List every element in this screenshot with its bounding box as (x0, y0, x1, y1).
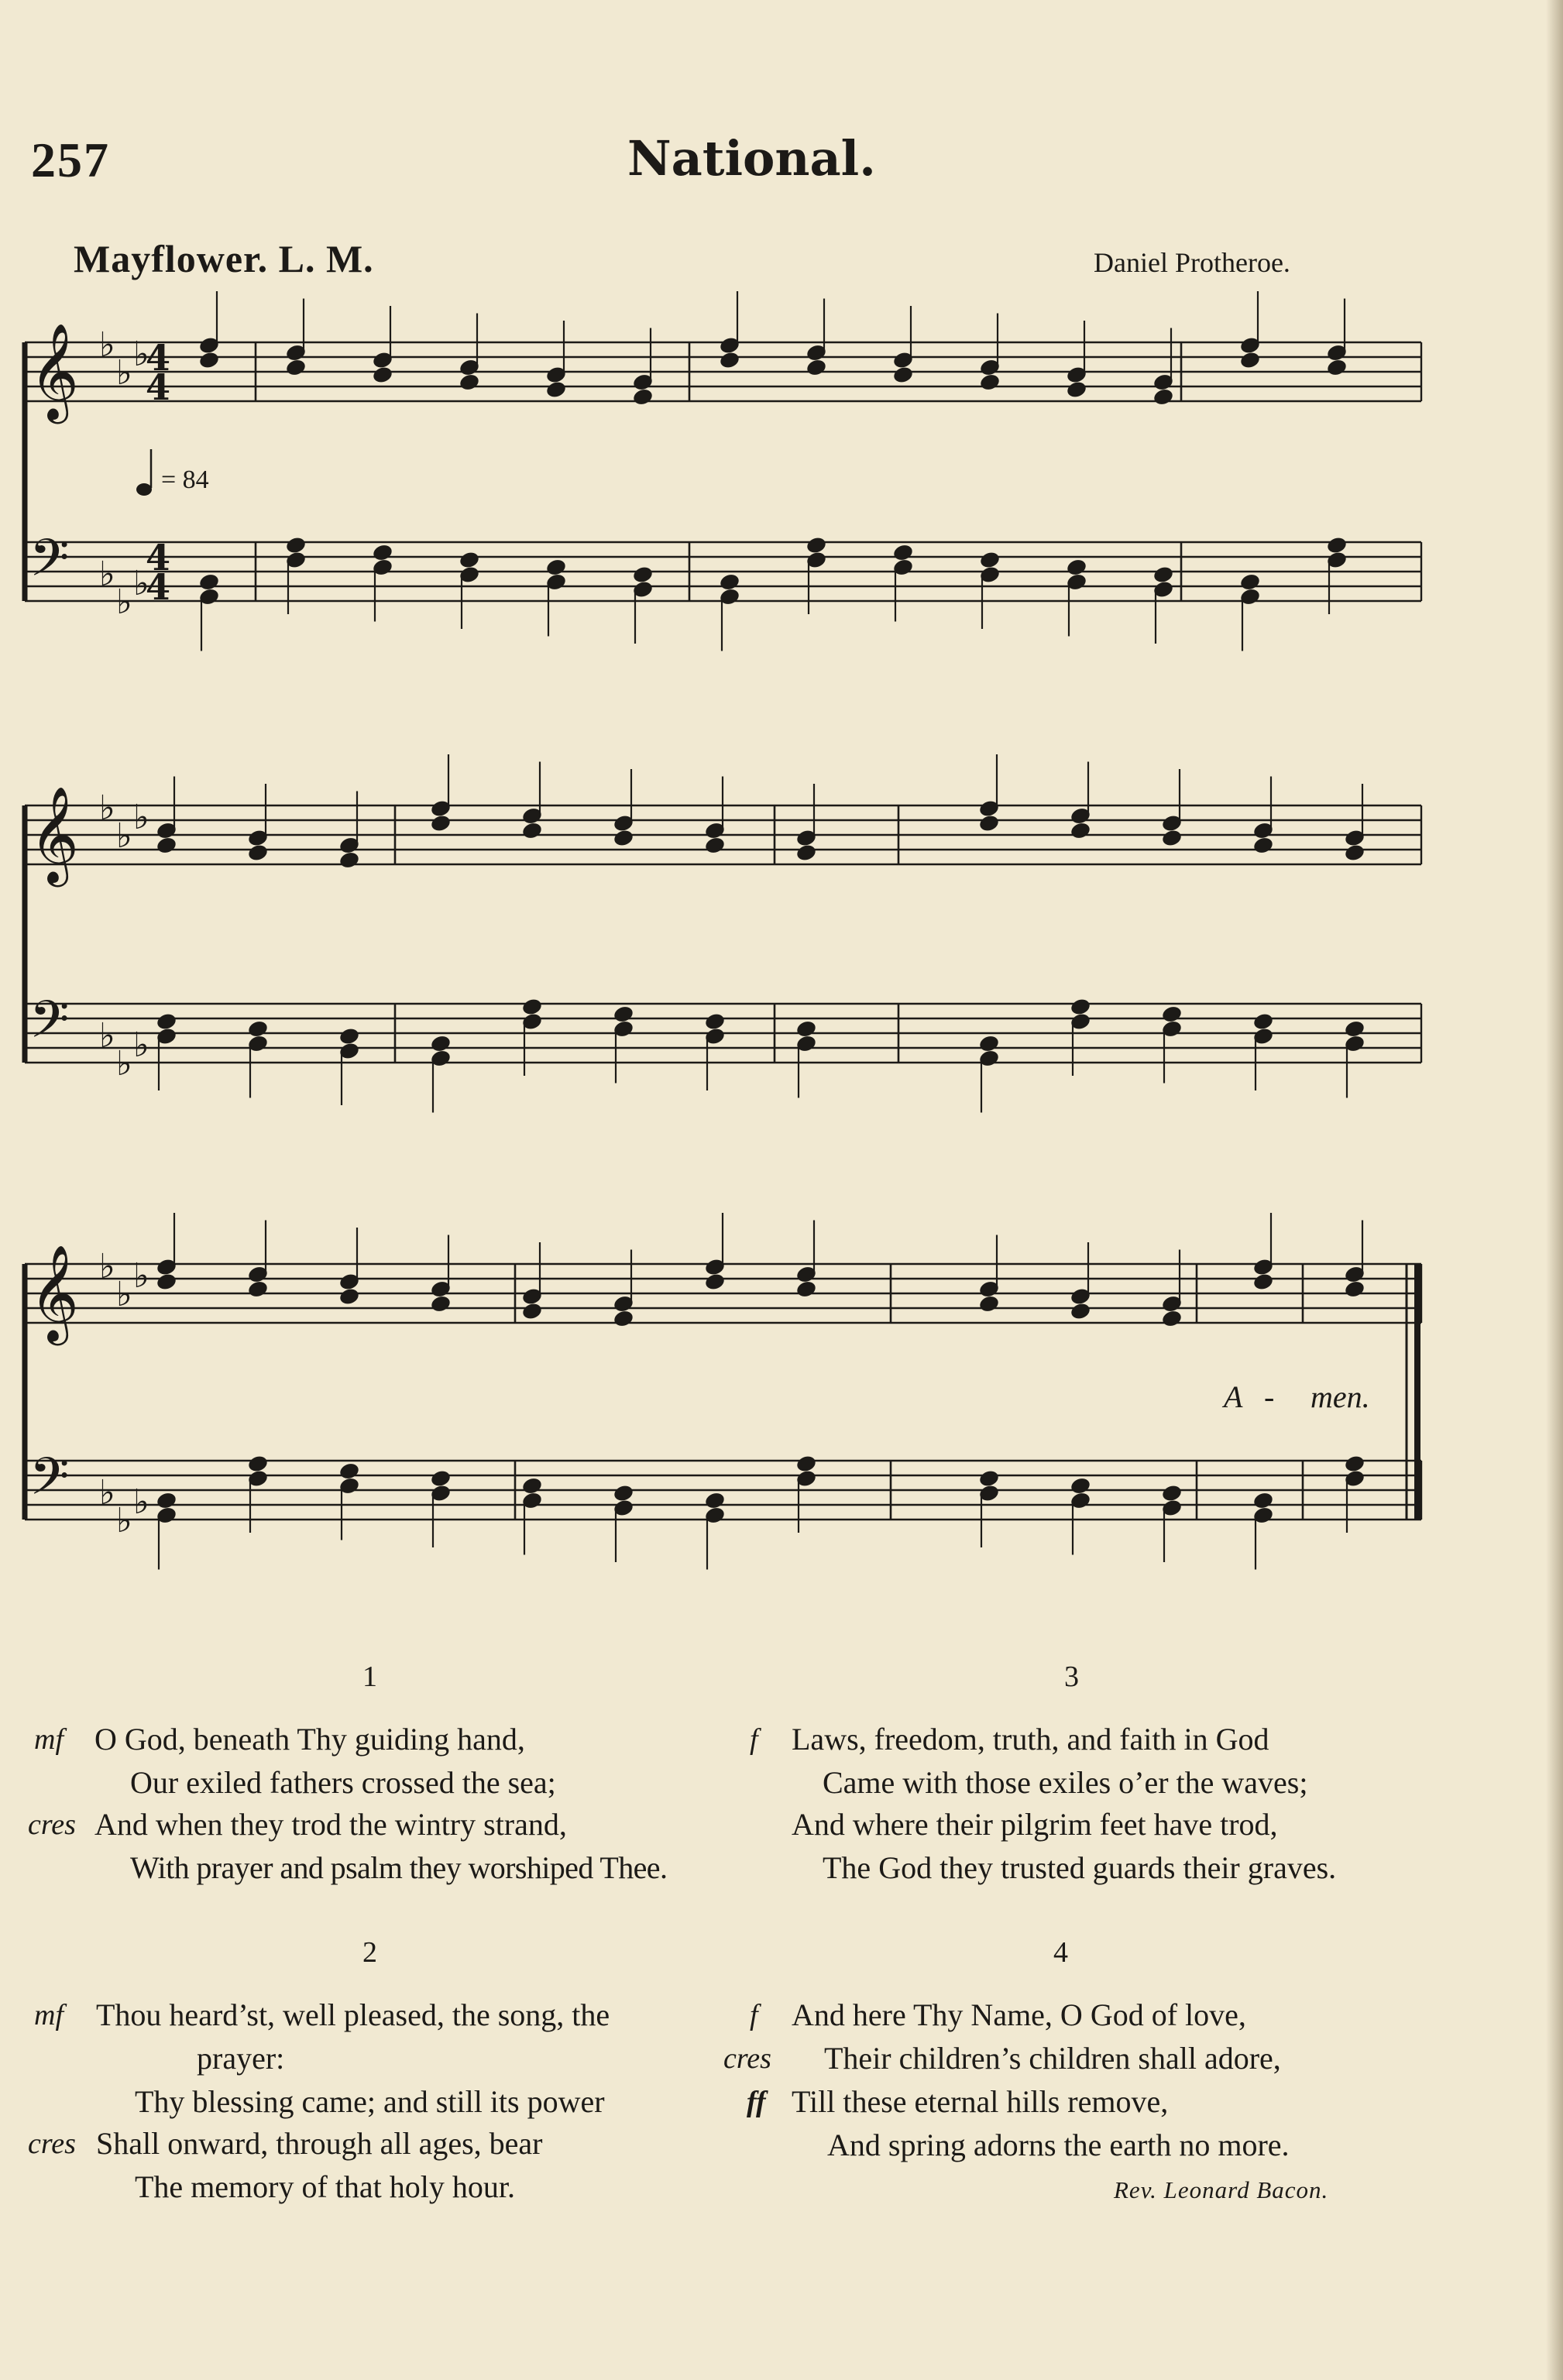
note-head (719, 572, 741, 592)
flat-icon: ♭ (116, 1044, 132, 1084)
note-head (247, 1279, 270, 1299)
note-head (521, 1301, 544, 1321)
dynamic-mark: mf (34, 1723, 64, 1756)
flat-icon: ♭ (116, 582, 132, 622)
time-signature-bottom: 4 (146, 566, 171, 608)
flat-icon: ♭ (116, 816, 132, 856)
note-head (338, 1286, 361, 1306)
note-head (632, 387, 654, 407)
note-head (247, 1454, 270, 1473)
verse-line: O God, beneath Thy guiding hand, (94, 1722, 525, 1757)
note-head (978, 813, 1001, 833)
note-head (1252, 1491, 1275, 1510)
note-head (719, 350, 741, 369)
treble-clef-icon: 𝄞 (29, 786, 79, 883)
dynamic-mark: cres (723, 2042, 771, 2075)
flat-icon: ♭ (116, 1501, 132, 1540)
note-head (632, 565, 654, 584)
note-head (247, 843, 270, 862)
text-author: Rev. Leonard Bacon. (1114, 2176, 1329, 2203)
note-head (704, 1272, 727, 1291)
flat-icon: ♭ (116, 1275, 132, 1314)
verse-number-3: 3 (1064, 1661, 1079, 1693)
verse-line: Thy blessing came; and still its power (135, 2084, 605, 2119)
note-head (1344, 843, 1366, 862)
note-head (806, 358, 828, 377)
note-head (1070, 1301, 1092, 1321)
dynamic-mark: cres (28, 2128, 76, 2160)
note-head (156, 1272, 178, 1291)
note-head (430, 1294, 452, 1314)
note-head (892, 365, 915, 384)
verse-line: Laws, freedom, truth, and faith in God (792, 1722, 1269, 1757)
treble-clef-icon: 𝄞 (29, 1245, 79, 1341)
note-head (430, 1468, 452, 1488)
note-head (156, 1011, 178, 1031)
note-head (1239, 350, 1262, 369)
note-head (1070, 821, 1092, 840)
flat-icon: ♭ (133, 1256, 149, 1296)
verse-line: And when they trod the wintry strand, (94, 1807, 567, 1842)
note-head (430, 1034, 452, 1053)
note-head (1252, 1011, 1275, 1031)
note-head (1252, 836, 1275, 855)
verse-line: And spring adorns the earth no more. (827, 2128, 1290, 2162)
verse-line: With prayer and psalm they worshiped Thee. (130, 1850, 668, 1885)
note-head (156, 1491, 178, 1510)
flat-icon: ♭ (133, 564, 149, 603)
note-head (1066, 379, 1088, 399)
flat-icon: ♭ (99, 555, 115, 594)
section-title: National. (627, 130, 876, 187)
verse-line: And where their pilgrim feet have trod, (792, 1807, 1278, 1842)
flat-icon: ♭ (116, 353, 132, 393)
note-head (795, 843, 818, 862)
verse-line: Thou heard’st, well pleased, the song, the (96, 1997, 610, 2032)
note-head (613, 1309, 635, 1328)
note-head (795, 1454, 818, 1473)
flat-icon: ♭ (99, 1247, 115, 1286)
hymn-number: 257 (31, 132, 110, 187)
verse-line: And here Thy Name, O God of love, (792, 1997, 1246, 2032)
time-signature-top: 4 (146, 537, 171, 579)
verse-line: The God they trusted guards their graves. (823, 1850, 1337, 1885)
dynamic-mark: ff (747, 2086, 766, 2118)
note-head (1070, 997, 1092, 1016)
note-head (1239, 572, 1262, 592)
note-head (156, 836, 178, 855)
tune-title: Mayflower. L. M. (74, 237, 374, 280)
note-head (1344, 1019, 1366, 1039)
note-head (1161, 1005, 1183, 1024)
note-head (430, 813, 452, 833)
note-head (1161, 1483, 1183, 1503)
flat-icon: ♭ (133, 335, 149, 374)
note-head (338, 850, 361, 870)
tempo-note-icon (136, 483, 152, 496)
note-head (704, 1011, 727, 1031)
verse-number-1: 1 (362, 1661, 377, 1693)
note-head (1161, 828, 1183, 847)
note-head (704, 836, 727, 855)
time-signature-bottom: 4 (146, 366, 171, 408)
note-head (979, 373, 1001, 392)
note-head (1152, 387, 1175, 407)
note-head (613, 1483, 635, 1503)
bass-clef-icon: 𝄢 (29, 528, 70, 600)
flat-icon: ♭ (99, 1016, 115, 1056)
flat-icon: ♭ (133, 1482, 149, 1522)
note-head (979, 550, 1001, 569)
note-head (521, 821, 544, 840)
flat-icon: ♭ (99, 788, 115, 828)
note-head (459, 373, 481, 392)
note-head (459, 550, 481, 569)
verse-line: Their children’s children shall adore, (824, 2041, 1281, 2076)
verse-line: Our exiled fathers crossed the sea; (130, 1765, 556, 1800)
note-head (1344, 1279, 1366, 1299)
amen-syllable-1: A (1224, 1379, 1243, 1414)
dynamic-mark: f (750, 1999, 758, 2031)
note-head (198, 572, 221, 592)
note-head (1326, 358, 1348, 377)
note-head (285, 358, 307, 377)
note-head (521, 997, 544, 1016)
verse-number-2: 2 (362, 1936, 377, 1969)
verse-number-4: 4 (1053, 1936, 1068, 1969)
tempo-marking: = 84 (161, 465, 209, 494)
flat-icon: ♭ (133, 1025, 149, 1065)
note-head (1066, 558, 1088, 577)
note-head (545, 379, 568, 399)
note-head (285, 535, 307, 555)
note-head (338, 1026, 361, 1046)
dynamic-mark: mf (34, 1999, 64, 2031)
dynamic-mark: cres (28, 1808, 76, 1841)
note-head (704, 1491, 727, 1510)
note-head (978, 1034, 1001, 1053)
note-head (372, 365, 394, 384)
note-head (1252, 1272, 1275, 1291)
note-head (338, 1461, 361, 1481)
note-head (613, 1005, 635, 1024)
note-head (1161, 1309, 1183, 1328)
amen-syllable-3: men. (1311, 1379, 1370, 1414)
note-head (545, 558, 568, 577)
treble-clef-icon: 𝄞 (29, 323, 79, 420)
flat-icon: ♭ (99, 1473, 115, 1513)
verse-line: Came with those exiles o’er the waves; (823, 1765, 1308, 1800)
note-head (372, 543, 394, 562)
composer-credit: Daniel Protheroe. (1094, 247, 1290, 278)
note-head (795, 1279, 818, 1299)
time-signature-top: 4 (146, 337, 171, 379)
note-head (613, 828, 635, 847)
note-head (1152, 565, 1175, 584)
bass-clef-icon: 𝄢 (29, 990, 70, 1062)
note-head (521, 1476, 544, 1496)
note-head (1070, 1476, 1092, 1496)
note-head (1326, 535, 1348, 555)
verse-line: The memory of that holy hour. (135, 2169, 516, 2204)
note-head (198, 350, 221, 369)
note-head (247, 1019, 270, 1039)
note-head (978, 1294, 1001, 1314)
note-head (1344, 1454, 1366, 1473)
flat-icon: ♭ (133, 798, 149, 837)
amen-syllable-2: - (1264, 1379, 1275, 1414)
flat-icon: ♭ (99, 325, 115, 365)
note-head (806, 535, 828, 555)
verse-line: Shall onward, through all ages, bear (96, 2126, 543, 2161)
note-head (795, 1019, 818, 1039)
verse-line: Till these eternal hills remove, (792, 2084, 1169, 2119)
note-head (978, 1468, 1001, 1488)
bass-clef-icon: 𝄢 (29, 1447, 70, 1519)
verse-line: prayer: (197, 2041, 285, 2076)
dynamic-mark: f (750, 1723, 758, 1756)
note-head (892, 543, 915, 562)
